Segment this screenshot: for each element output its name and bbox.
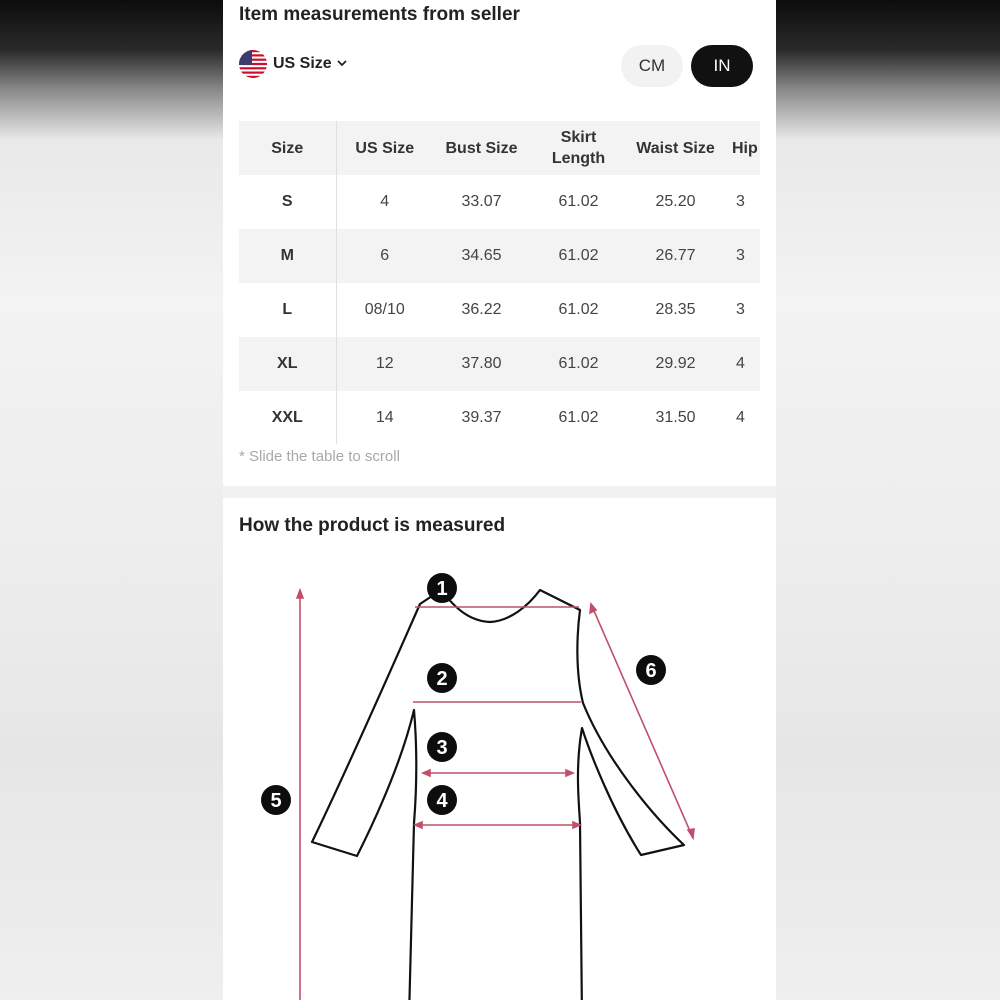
table-cell: 29.92 — [627, 337, 724, 391]
unit-in-button[interactable]: IN — [691, 45, 753, 87]
table-cell: 61.02 — [558, 193, 599, 210]
svg-text:1: 1 — [436, 578, 448, 600]
column-header: Skirt Length — [530, 121, 627, 175]
table-cell: S — [239, 175, 336, 229]
column-header: Bust Size — [433, 121, 530, 175]
table-cell: 26.77 — [627, 229, 724, 283]
svg-text:3: 3 — [436, 737, 448, 759]
background-left — [0, 0, 223, 1000]
marker-3 — [427, 732, 457, 762]
table-cell: 14 — [375, 409, 394, 426]
table-cell: XXL — [239, 391, 336, 444]
marker-2 — [427, 663, 457, 693]
table-cell: 3 — [736, 193, 745, 210]
column-header: US Size — [336, 121, 433, 175]
table-cell: XL — [239, 337, 336, 391]
table-cell: 33.07 — [461, 193, 502, 210]
column-header: Size — [239, 121, 336, 175]
table-cell: 12 — [336, 337, 433, 391]
scroll-hint: * Slide the table to scroll — [239, 448, 400, 465]
marker-1 — [427, 573, 457, 603]
table-cell: 3 — [724, 229, 760, 283]
size-system-label: US Size — [273, 55, 332, 72]
table-cell: 08/10 — [364, 301, 405, 318]
background-right — [776, 0, 1000, 1000]
section-title: Item measurements from seller — [239, 4, 520, 25]
dress-measurement-diagram — [223, 498, 776, 1000]
marker-4 — [427, 785, 457, 815]
table-header-row — [239, 121, 760, 175]
measurement-guide-card — [223, 498, 776, 1000]
column-header: Waist Size — [627, 121, 724, 175]
table-cell: 61.02 — [558, 409, 599, 426]
us-flag-icon — [239, 50, 267, 78]
table-cell: 61.02 — [530, 229, 627, 283]
table-cell: 36.22 — [461, 301, 502, 318]
column-header: Hip — [724, 121, 760, 175]
table-cell: 34.65 — [433, 229, 530, 283]
table-cell: 3 — [736, 301, 745, 318]
dress-outline — [312, 590, 684, 1000]
section-title: How the product is measured — [239, 515, 506, 536]
table-row — [239, 391, 760, 444]
size-table-scroller[interactable] — [239, 121, 760, 444]
table-cell: 61.02 — [530, 337, 627, 391]
table-row — [239, 337, 760, 391]
table-cell: 25.20 — [655, 193, 696, 210]
table-cell: L — [239, 283, 336, 337]
table-row — [239, 229, 760, 283]
marker-6 — [636, 655, 666, 685]
table-cell: 61.02 — [558, 301, 599, 318]
size-system-dropdown[interactable] — [239, 50, 348, 78]
table-cell: 31.50 — [655, 409, 696, 426]
table-row — [239, 283, 760, 337]
table-cell: 37.80 — [433, 337, 530, 391]
measure-guides — [297, 590, 694, 1000]
size-table — [239, 121, 760, 444]
marker-5 — [261, 785, 291, 815]
table-cell: 39.37 — [461, 409, 502, 426]
svg-text:2: 2 — [436, 668, 448, 690]
table-cell: 28.35 — [655, 301, 696, 318]
chevron-down-icon — [336, 57, 348, 72]
section-divider — [223, 486, 776, 498]
svg-text:4: 4 — [436, 790, 448, 812]
svg-text:5: 5 — [270, 790, 282, 812]
table-row — [239, 175, 760, 229]
seller-measurements-card — [223, 0, 776, 486]
table-cell: 4 — [736, 409, 745, 426]
table-cell: 6 — [336, 229, 433, 283]
table-cell: 4 — [380, 193, 390, 210]
table-cell: 4 — [724, 337, 760, 391]
unit-cm-button[interactable]: CM — [621, 45, 683, 87]
table-cell: M — [239, 229, 336, 283]
svg-text:6: 6 — [645, 660, 657, 682]
